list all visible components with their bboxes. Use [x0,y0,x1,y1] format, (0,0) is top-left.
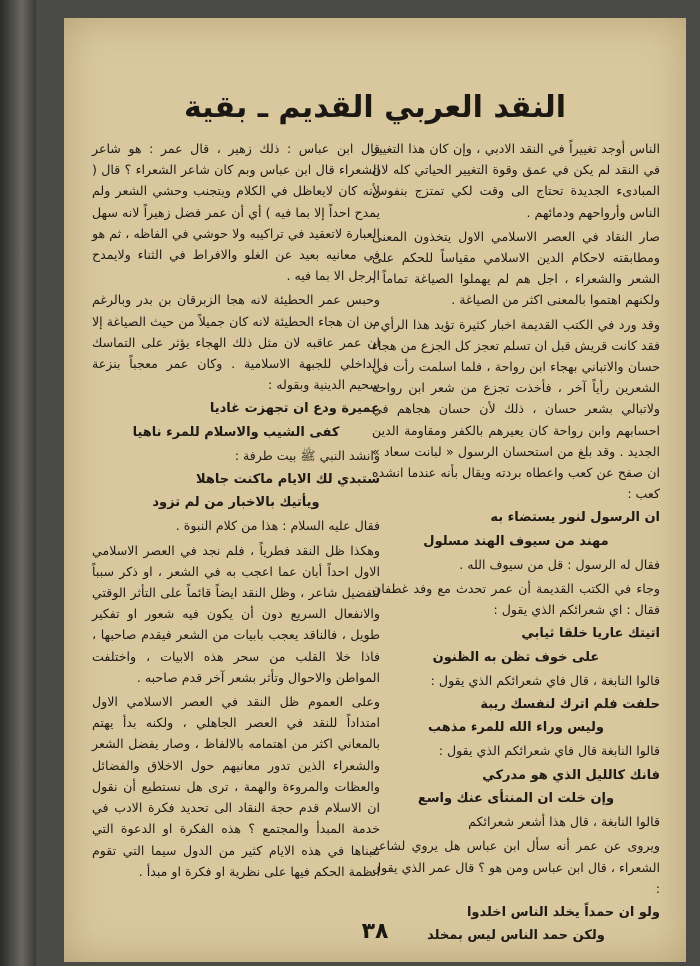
verse-line: وليس وراء الله للمرء مذهب [428,720,604,736]
paragraph: وانشد النبي ﷺ بيت طرفة : [234,447,380,463]
page-number: ٣٨ [361,919,389,944]
paragraph: صار النقاد في العصر الاسلامي الاول يتخذون المعنى ومطابقته لاحكام الدين الاسلامي مقياساً للحكم على الشعر والشعراء ، اجل هم لم يهملوا الصياغة تماماً ، ولكنهم اهتموا بالمعنى اكثر من الصياغة . [372,228,660,308]
verse-line: ان الرسول لنور يستضاء به [490,510,660,526]
paragraph: قالوا النابغة قال فاي شعرائكم الذي يقول : [438,743,660,759]
verse-line: كفى الشيب والاسلام للمرء ناهيا [132,424,340,440]
paragraph: فقال له الرسول : قل من سيوف الله . [459,556,660,572]
verse-line: ويأتيك بالاخبار من لم تزود [152,495,320,511]
verse-line: ولو ان حمداً يخلد الناس اخلدوا [466,904,660,920]
left-column [92,138,380,885]
verse-line: مهند من سيوف الهند مسلول [423,533,609,549]
paragraph: وحبس عمر الحطيئة لانه هجا الزبرقان بن بدر وبالرغم من ان هجاء الحطيئة لانه كان جميلاً من حيث الصياغة إلا ان عمر عاقبه لان مثل ذلك الهجاء يؤثر على التماسك الداخلي للجبهة الاسلامية . وكان عمر معجباً بنزعة سحيم الدينية وبقوله : [92,292,380,393]
paragraph: ويروى عن عمر أنه سأل ابن عباس هل يروي لشاعر الشعراء ، قال ابن عباس ومن هو ؟ قال عمر الذي يقول : [372,838,660,896]
paragraph: قالوا النابغة ، قال فاي شعرائكم الذي يقول : [430,672,660,688]
page-title: النقد العربي القديم ـ بقية [183,90,567,125]
verse-line: ولكن حمد الناس ليس بمخلد [427,928,605,944]
paragraph: قال ابن عباس : ذلك زهير ، قال عمر : هو شاعر الشعراء قال ابن عباس وبم كان شاعر الشعراء ؟ قال ( لأنه كان لايعاظل في الكلام ويتجنب وحشي الشعر ولم يمدح احداً إلا بما فيه ) أي أن عمر فضل زهيراً لانه سهل العبارة لاتعقيد في تراكيبه ولا حوشي في الفاظه ، ثم هو في معانيه بعيد عن الغلو والافراط في الثناء ولايمدح الرجل الا بما فيه . [92,141,380,284]
paragraph: وهكذا ظل النقد فطرياً ، فلم نجد في العصر الاسلامي الاول احداً أبان عما اعجب به في الشعر ، او ذكر سبباً لتفضيل شاعر ، وظل النقد ايضاً قائماً على التأثر الوقتي والانفعال السريع دون أن يكون فيه شعور او تفكير طويل ، فالناقد يعجب بابيات من الشعر فيقدم صاحبها ، فاذا خلا القلب من سحر هذه الابيات ، واختلفت المواطن والاحوال وتأثر بشعر آخر قدم صاحبه . [92,542,380,685]
verse-line: وإن خلت ان المنتأى عنك واسع [417,790,615,806]
document-page [64,18,686,962]
verse-line: حلفت فلم اترك لنفسك ريبة [480,697,660,713]
paragraph: قالوا النابغة ، قال هذا أشعر شعرائكم [468,814,660,830]
paragraph: فقال عليه السلام : هذا من كلام النبوة . [175,518,380,534]
paragraph: الناس أوجد تغييراً في النقد الادبي ، وإن كان هذا التغيير في النقد لم يكن في عمق وقوة التغيير الحياتي كله لان المبادىء الجديدة تحتاج الى وقت لكي تمتزج بنفوس الناس وأرواحهم ودمائهم . [372,141,660,220]
verse-line: اتيتك عاريا خلقا ثيابي [521,626,660,642]
verse-line: ستبدي لك الايام ماكنت جاهلا [195,472,380,488]
verse-line: على خوف تظن به الظنون [432,649,600,665]
book-binding [0,0,36,966]
right-column [372,138,660,948]
verse-line: عميرة ودع ان تجهزت غاديا [209,401,380,417]
verse-line: فانك كالليل الذي هو مدركي [482,767,660,783]
paragraph: وقد ورد في الكتب القديمة اخبار كثيرة تؤيد هذا الرأي ، فقد كانت قريش قبل ان تسلم تعجز كل الجزع من هجاء حسان والاتباني بهجاء ابن رواحة ، فلما اسلمت رأت في الشعرين رأياً آخر ، فأخذت تجزع من شعر ابن رواحة ولاتبالي بشعر حسان ، ذلك لأن حسان هجاهم في احسابهم وابن رواحة كان يعيرهم بالكفر ومقاومة الدين الجديد . وقد بلغ من استحسان الرسول « لبانت سعاد » ان صفح عن كعب واعطاه بردته ويقال بأنه عندما انشده كعب : [372,316,660,502]
paragraph: وعلى العموم ظل النقد في العصر الاسلامي الاول امتداداً للنقد في العصر الجاهلي ، ولكنه بدأ يهتم بالمعاني اكثر من اهتمامه بالالفاظ ، وصار يفضل الشعر والشعراء الذين تدور معانيهم حول الاخلاق والفضائل والعظات والمروءة والهمة ، ترى هل نستطيع أن نقول ان الاسلام قدم حجة النقاد الى تحديد فكرة الادب في خدمة المبدأ والمجتمع ؟ هذه الفكرة او الدعوة التي تتبناها في هذه الايام كثير من الدول سيما التي تقوم انظمة الحكم فيها على نظرية او فكرة او مبدأ . [92,694,380,879]
paragraph: وجاء في الكتب القديمة أن عمر تحدث مع وفد غطفان فقال : اي شعرائكم الذي يقول : [372,581,660,618]
